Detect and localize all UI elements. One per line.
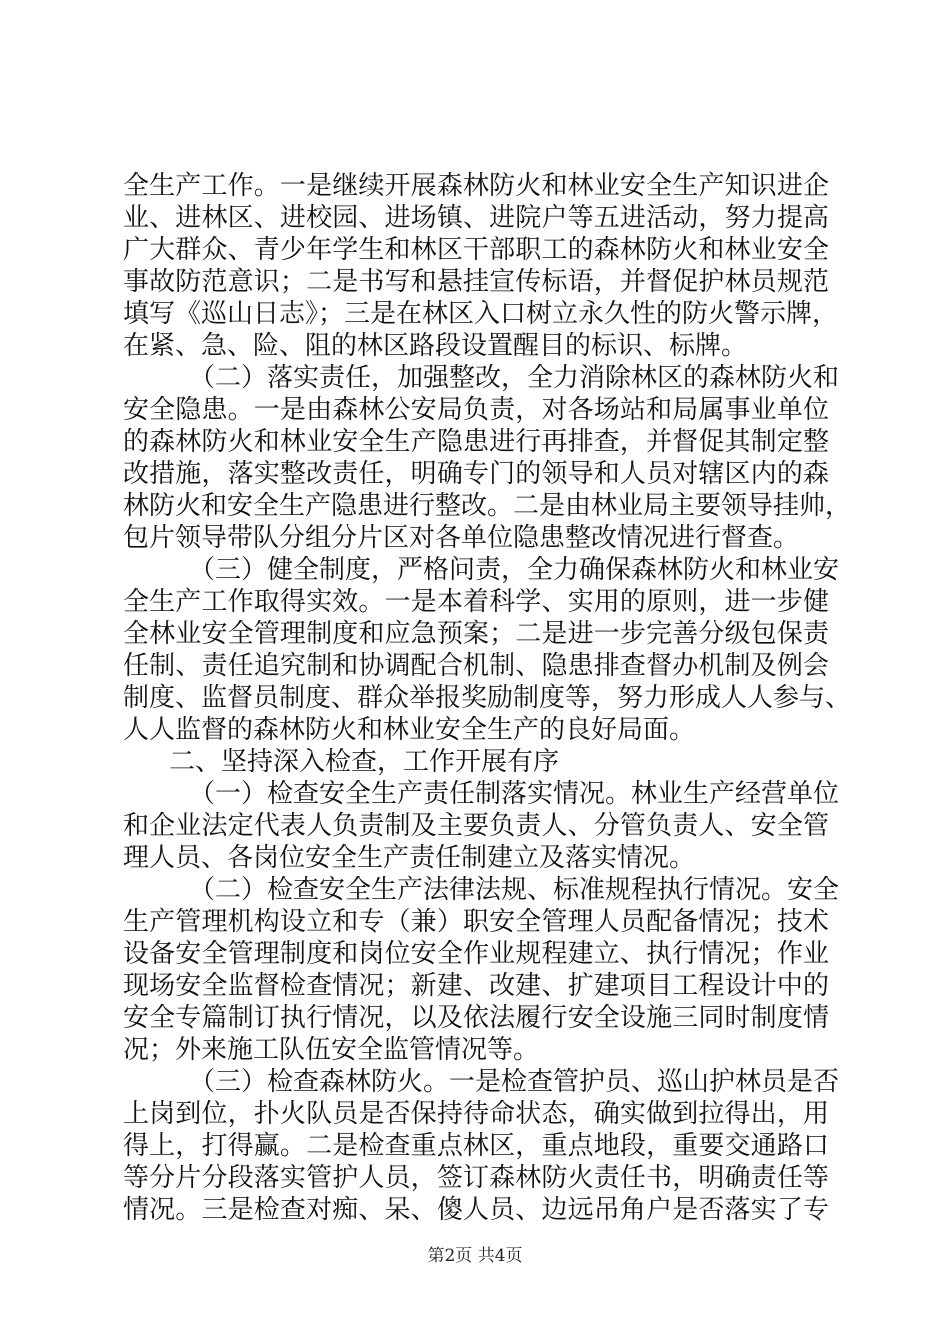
text-line: 安全专篇制订执行情况，以及依法履行安全设施三同时制度情 xyxy=(123,1003,829,1033)
text-line: 业、进林区、进校园、进场镇、进院户等五进活动，努力提高 xyxy=(123,203,829,233)
text-line: 和企业法定代表人负责制及主要负责人、分管负责人、安全管 xyxy=(123,811,829,841)
text-line: 全林业安全管理制度和应急预案；二是进一步完善分级包保责 xyxy=(123,619,829,649)
text-line: 生产管理机构设立和专（兼）职安全管理人员配备情况；技术 xyxy=(123,907,829,937)
text-line: 改措施，落实整改责任，明确专门的领导和人员对辖区内的森 xyxy=(123,459,829,489)
text-line: 在紧、急、险、阻的林区路段设置醒目的标识、标牌。 xyxy=(123,331,748,361)
text-line: 任制、责任追究制和协调配合机制、隐患排查督办机制及例会 xyxy=(123,651,829,681)
text-line: 上岗到位，扑火队员是否保持待命状态，确实做到拉得出，用 xyxy=(123,1099,829,1129)
text-line: （三）健全制度，严格问责，全力确保森林防火和林业安 xyxy=(189,555,840,585)
text-line: 设备安全管理制度和岗位安全作业规程建立、执行情况；作业 xyxy=(123,939,829,969)
text-line: 等分片分段落实管护人员，签订森林防火责任书，明确责任等 xyxy=(123,1163,829,1193)
text-line: 理人员、各岗位安全生产责任制建立及落实情况。 xyxy=(123,843,696,873)
text-line: 广大群众、青少年学生和林区干部职工的森林防火和林业安全 xyxy=(123,235,829,265)
text-line: （二）落实责任，加强整改，全力消除林区的森林防火和 xyxy=(189,363,840,393)
text-line: 况；外来施工队伍安全监管情况等。 xyxy=(123,1035,540,1065)
text-line: （三）检查森林防火。一是检查管护员、巡山护林员是否 xyxy=(189,1067,840,1097)
text-line: （二）检查安全生产法律法规、标准规程执行情况。安全 xyxy=(189,875,840,905)
text-line: 现场安全监督检查情况；新建、改建、扩建项目工程设计中的 xyxy=(123,971,829,1001)
text-line: 林防火和安全生产隐患进行整改。二是由林业局主要领导挂帅， xyxy=(123,491,852,521)
text-line: 安全隐患。一是由森林公安局负责，对各场站和局属事业单位 xyxy=(123,395,829,425)
text-line: 填写《巡山日志》；三是在林区入口树立永久性的防火警示牌， xyxy=(123,299,839,329)
document-body xyxy=(123,170,852,1226)
text-line: （一）检查安全生产责任制落实情况。林业生产经营单位 xyxy=(189,779,840,809)
page-number-footer: 第2页 共4页 xyxy=(427,1246,523,1266)
section-heading: 二、坚持深入检查，工作开展有序 xyxy=(169,747,560,777)
text-line: 事故防范意识；二是书写和悬挂宣传标语，并督促护林员规范 xyxy=(123,267,829,297)
text-line: 人人监督的森林防火和林业安全生产的良好局面。 xyxy=(123,715,696,745)
text-line: 得上，打得赢。二是检查重点林区，重点地段，重要交通路口 xyxy=(123,1131,829,1161)
text-line: 制度、监督员制度、群众举报奖励制度等，努力形成人人参与、 xyxy=(123,683,852,713)
text-line: 的森林防火和林业安全生产隐患进行再排查，并督促其制定整 xyxy=(123,427,829,457)
text-line: 全生产工作。一是继续开展森林防火和林业安全生产知识进企 xyxy=(123,171,829,201)
text-line: 全生产工作取得实效。一是本着科学、实用的原则，进一步健 xyxy=(123,587,829,617)
text-line: 情况。三是检查对痴、呆、傻人员、边远吊角户是否落实了专 xyxy=(123,1195,829,1225)
text-line: 包片领导带队分组分片区对各单位隐患整改情况进行督查。 xyxy=(123,523,800,553)
